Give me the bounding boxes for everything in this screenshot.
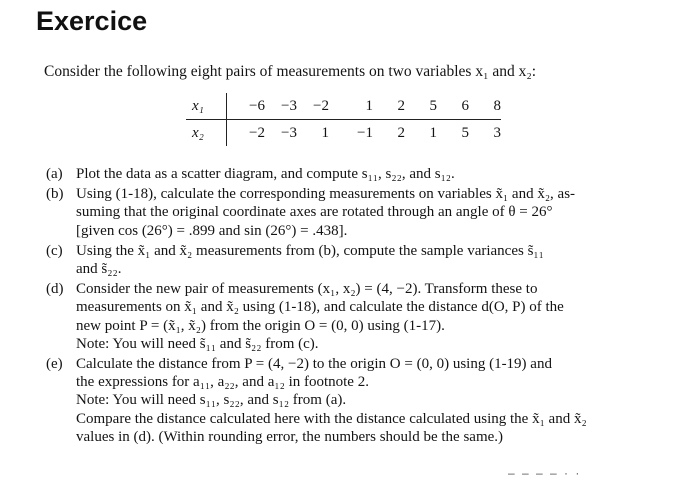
footer-marks: – – – – · · [508,466,582,480]
part-e-note: Note: You will need s₁₁, s₂₂, and s₁₂ from (a). [76,392,347,409]
part-d-tag: (d) [46,281,64,298]
part-b-tag: (b) [46,186,64,203]
part-d-text: measurements on x̃₁ and x̃₂ using (1-18), and calculate the distance d(O, P) of the [76,299,564,316]
part-d [46,280,664,353]
part-e-text: the expressions for a₁₁, a₂₂, and a₁₂ in footnote 2. [76,374,369,391]
x1-cell: −6 [227,93,266,120]
part-c-text: Using the x̃₁ and x̃₂ measurements from (b), compute the sample variances s̃₁₁ [76,242,544,259]
exercise-parts [46,165,664,448]
part-c [46,242,664,278]
part-b-text: suming that the original coordinate axes are rotated through an angle of θ = 26° [76,204,553,221]
part-d-text: Consider the new pair of measurements (x₁, x₂) = (4, −2). Transform these to [76,281,538,298]
x2-cell: 1 [321,124,329,141]
x2-cell: 5 [461,124,469,141]
part-e-tag: (e) [46,356,63,373]
x1-cell: 2 [373,93,405,120]
x2-cell: 2 [397,124,405,141]
part-e-text: Calculate the distance from P = (4, −2) to the origin O = (0, 0) using (1-19) and [76,356,552,373]
x2-cell: −2 [249,124,265,141]
part-a-text: Plot the data as a scatter diagram, and compute s₁₁, s₂₂, and s₁₂. [76,166,455,182]
x1-cell: −3 [265,93,297,120]
part-c-text: and s̃₂₂. [76,261,122,278]
part-d-text: new point P = (x̃₁, x̃₂) from the origin O = (0, 0) using (1-17). [76,317,445,334]
x2-cell: −1 [357,124,373,141]
intro-text: Consider the following eight pairs of measurements on two variables x₁ and x₂: [44,63,537,80]
part-e-text: Compare the distance calculated here with the distance calculated using the x̃₁ and x̃₂ [76,410,587,427]
part-b-text: Using (1-18), calculate the corresponding measurements on variables x̃₁ and x̃₂, as- [76,186,576,203]
row-label-x1: x₁ [186,93,227,120]
row-label-x2: x₂ [186,120,227,147]
table-row-x1 [186,93,501,120]
x2-cell: −3 [281,124,297,141]
x2-cell: 1 [429,124,437,141]
part-d-note: Note: You will need s̃₁₁ and s̃₂₂ from (c). [76,335,319,352]
part-a [46,165,664,183]
table-row-x2 [186,120,501,147]
x1-cell: 1 [329,93,373,120]
part-c-tag: (c) [46,242,63,259]
page-heading: Exercice [36,6,148,36]
x1-cell: 5 [405,93,437,120]
x1-cell: −2 [297,93,329,120]
part-b [46,185,664,240]
part-a-tag: (a) [46,166,63,182]
x1-cell: 8 [469,93,501,120]
part-b-text: [given cos (26°) = .899 and sin (26°) = .438]. [76,222,348,239]
x1-cell: 6 [437,93,469,120]
measurements-table [186,93,501,146]
x2-cell: 3 [493,124,501,141]
part-e [46,355,664,446]
part-e-text: values in (d). (Within rounding error, the numbers should be the same.) [76,428,504,445]
